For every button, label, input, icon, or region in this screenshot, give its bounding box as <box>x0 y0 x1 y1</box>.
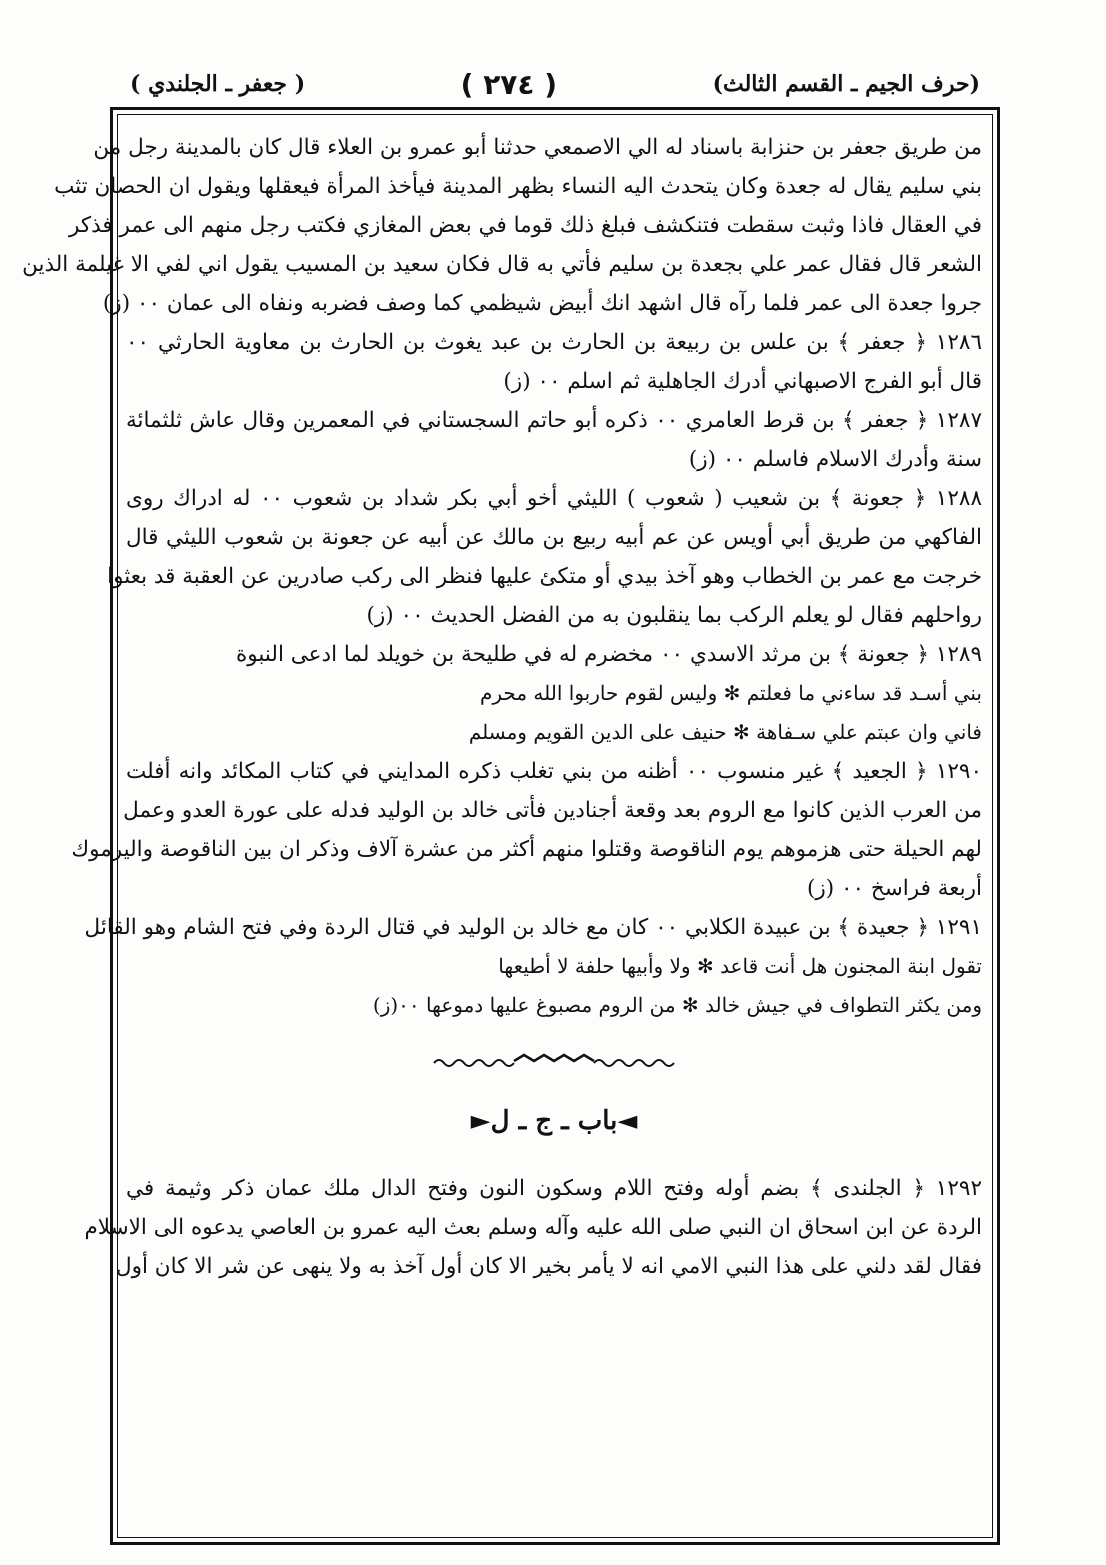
text-line: لهم الحيلة حتى هزموهم يوم الناقوصة وقتلوا منهم أكثر من عشرة آلاف وذكر ان بين الناقوصة واليرموك <box>71 837 982 862</box>
text-line: ١٢٨٨ ﴿ جعونة ﴾ بن شعيب ( شعوب ) الليثي أخو أبي بكر شداد بن شعوب ٠٠ له ادراك روى <box>126 486 982 511</box>
text-line: سنة وأدرك الاسلام فاسلم ٠٠ (ز) <box>688 447 982 472</box>
text-line: الشعر قال فقال عمر علي بجعدة بن سليم فأتي به قال فكان سعيد بن المسيب يقول اني لفي الا غيلمة الذين <box>22 252 982 277</box>
poem-verse: تقول ابنة المجنون هل أنت قاعد ✻ ولا وأبيها حلفة لا أطيعها <box>498 954 982 978</box>
poem <box>126 947 982 1025</box>
text-line: أربعة فراسخ ٠٠ (ز) <box>806 876 982 901</box>
text-line: ١٢٩١ ﴿ جعيدة ﴾ بن عبيدة الكلابي ٠٠ كان مع خالد بن الوليد في قتال الردة وفي فتح الشام وهو القائل <box>84 915 982 940</box>
spacer <box>126 1151 982 1169</box>
decorative-divider <box>126 1031 982 1091</box>
text-line: الفاكهي من طريق أبي أويس عن عم أبيه ربيع بن مالك عن أبيه عن جعونة بن شعوب الليثي قال <box>126 525 982 550</box>
poem-verse: فاني وان عبتم علي سـفاهة ✻ حنيف على الدين القويم ومسلم <box>468 720 982 744</box>
page-number: ( ٢٧٤ ) <box>460 67 558 101</box>
intro-paragraph <box>22 128 982 323</box>
ornament-icon <box>434 1051 674 1071</box>
page-header <box>130 62 980 106</box>
text-line: جروا جعدة الى عمر فلما رآه قال اشهد انك أبيض شيظمي كما وصف فضربه ونفاه الى عمان ٠٠ (ز) <box>102 291 982 316</box>
text-line: قال أبو الفرج الاصبهاني أدرك الجاهلية ثم اسلم ٠٠ (ز) <box>503 369 982 394</box>
text-line: الردة عن ابن اسحاق ان النبي صلى الله عليه وآله وسلم بعث اليه عمرو بن العاصي يدعوه الى الاسلام <box>84 1215 982 1240</box>
chapter-heading: ◄باب ـ ج ـ ل► <box>470 1106 638 1136</box>
text-line: ١٢٩٠ ﴿ الجعيد ﴾ غير منسوب ٠٠ أظنه من بني تغلب ذكره المدايني في كتاب المكائد وانه أفلت <box>126 759 983 784</box>
text-line: بني سليم يقال له جعدة وكان يتحدث اليه النساء بظهر المدينة فيأخذ المرأة فيعقلها ويقول ان الحصان تثب <box>54 174 982 199</box>
text-line: ١٢٩٢ ﴿ الجلندى ﴾ بضم أوله وفتح اللام وسكون النون وفتح الدال ملك عمان ذكر وثيمة في <box>126 1176 982 1201</box>
text-line: رواحلهم فقال لو يعلم الركب بما ينقلبون به من الفضل الحديث ٠٠ (ز) <box>366 603 982 628</box>
entry-1291 <box>84 908 982 1025</box>
poem <box>126 674 982 752</box>
poem-verse: ومن يكثر التطواف في جيش خالد ✻ من الروم مصبوغ عليها دموعها ٠٠(ز) <box>372 993 982 1017</box>
text-line: من طريق جعفر بن حنزابة باسناد له الي الاصمعي حدثنا أبو عمرو بن العلاء قال كان بالمدينة رجل من <box>93 135 982 160</box>
entry-1287 <box>126 401 982 479</box>
header-section-title: (حرف الجيم ـ القسم الثالث) <box>712 71 980 97</box>
text-line: من العرب الذين كانوا مع الروم بعد وقعة أجنادين فأتى خالد بن الوليد فدله على عورة العدو وعمل <box>123 798 982 823</box>
text-line: خرجت مع عمر بن الخطاب وهو آخذ بيدي أو متكئ عليها فنظر الى ركب صادرين عن العقبة قد بعثوا <box>107 564 982 589</box>
text-line: ١٢٨٧ ﴿ جعفر ﴾ بن قرط العامري ٠٠ ذكره أبو حاتم السجستاني في المعمرين وقال عاش ثلثمائة <box>126 408 982 433</box>
text-line: فقال لقد دلني على هذا النبي الامي انه لا يأمر بخير الا كان أول آخذ به ولا ينهى عن شر الا كان أول <box>115 1254 982 1279</box>
poem-verse: بني أسـد قد ساءني ما فعلتم ✻ وليس لقوم حاربوا الله محرم <box>480 681 982 705</box>
page-content <box>22 128 983 1286</box>
text-line: في العقال فاذا وثبت سقطت فتنكشف فبلغ ذلك قوما في بعض المغازي فكتب رجل منهم الى عمر فذكر <box>68 213 982 238</box>
entry-1286 <box>126 323 982 401</box>
entry-1289 <box>126 635 982 752</box>
text-line: ١٢٨٩ ﴿ جعونة ﴾ بن مرثد الاسدي ٠٠ مخضرم له في طليحة بن خويلد لما ادعى النبوة <box>236 642 982 667</box>
entry-1292 <box>84 1169 982 1286</box>
entry-1288 <box>107 479 982 635</box>
text-line: ١٢٨٦ ﴿ جعفر ﴾ بن علس بن ربيعة بن الحارث بن عبد يغوث بن الحارث بن معاوية الحارثي ٠٠ <box>126 330 982 355</box>
entry-1290 <box>71 752 983 908</box>
header-entry-range: ( جعفر ـ الجلندي ) <box>130 71 306 97</box>
